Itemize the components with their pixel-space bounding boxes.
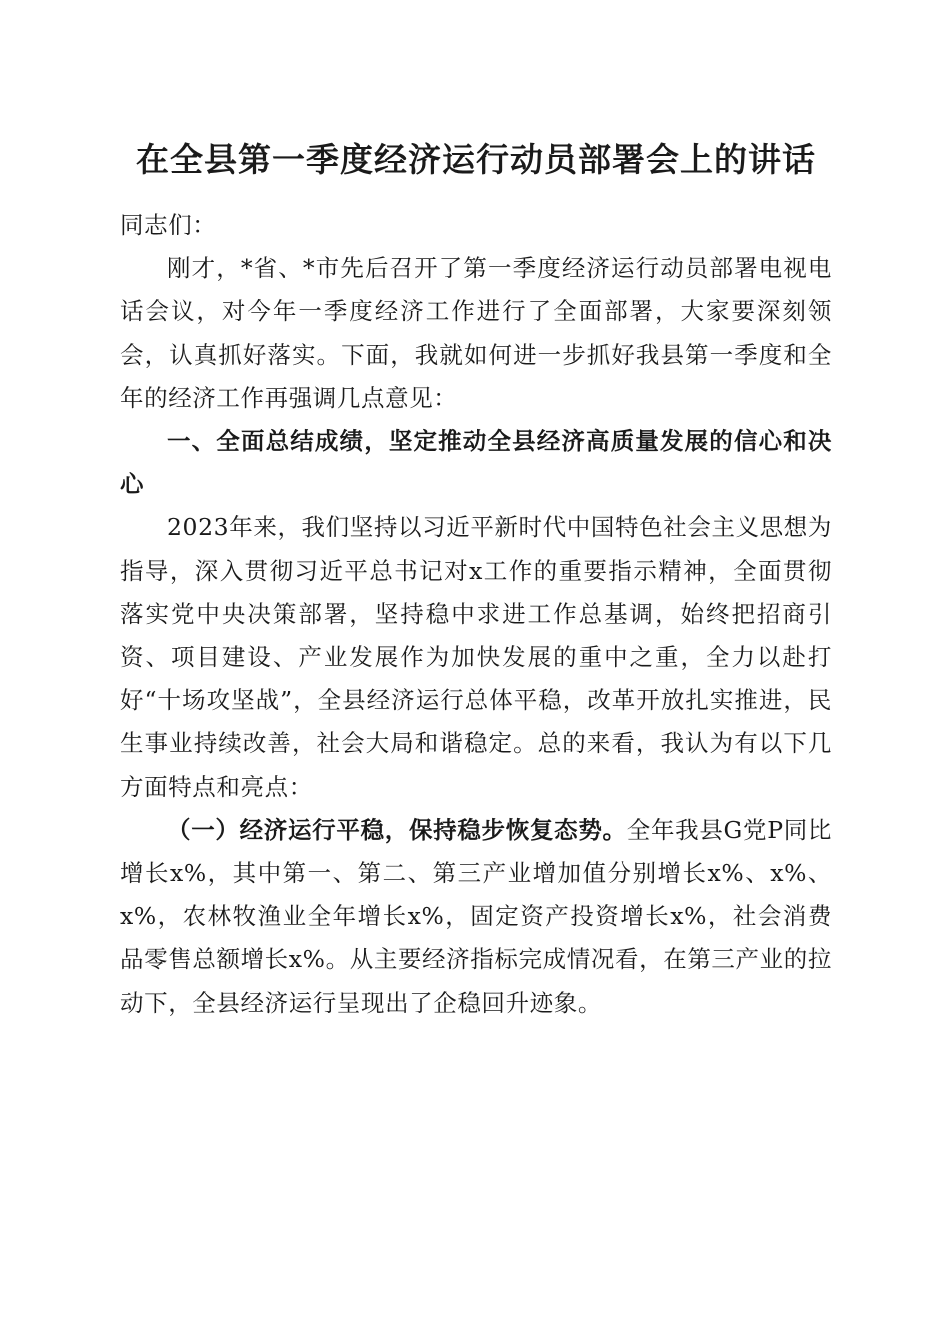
section-heading-1: 一、全面总结成绩，坚定推动全县经济高质量发展的信心和决心 — [120, 427, 832, 499]
subsection-heading-1: （一）经济运行平稳，保持稳步恢复态势。 — [167, 815, 627, 844]
intro-paragraph: 刚才，*省、*市先后召开了第一季度经济运行动员部署电视电话会议，对今年一季度经济工作进行了全面部署，大家要深刻领会，认真抓好落实。下面，我就如何进一步抓好我县第一季度和全年的经济工作再强调几点意见： — [120, 254, 832, 412]
salutation: 同志们： — [120, 211, 217, 239]
subsection-paragraph-1 — [120, 809, 832, 1025]
subsection-text-1: 全年我县G党P同比增长x%，其中第一、第二、第三产业增加值分别增长x%、x%、x%，农林牧渔业全年增长x%，固定资产投资增长x%，社会消费品零售总额增长x%。从主要经济指标完成情况看，在第三产业的拉动下，全县经济运行呈现出了企稳回升迹象。 — [120, 815, 833, 1017]
document-title: 在全县第一季度经济运行动员部署会上的讲话 — [136, 140, 816, 179]
document-body — [120, 204, 832, 1025]
section-paragraph-1: 2023年来，我们坚持以习近平新时代中国特色社会主义思想为指导，深入贯彻习近平总书记对x工作的重要指示精神，全面贯彻落实党中央决策部署，坚持稳中求进工作总基调，始终把招商引资、项目建设、产业发展作为加快发展的重中之重，全力以赴打好“十场攻坚战”，全县经济运行总体平稳，改革开放扎实推进，民生事业持续改善，社会大局和谐稳定。总的来看，我认为有以下几方面特点和亮点： — [120, 513, 832, 801]
